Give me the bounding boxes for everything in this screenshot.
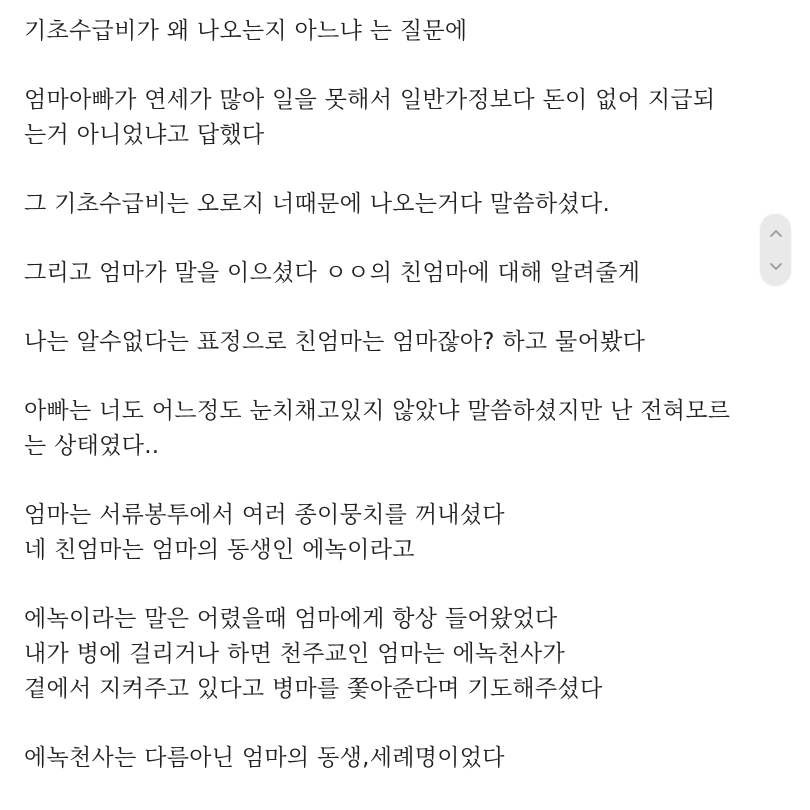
- paragraph-6: [24, 394, 794, 464]
- text-line: 는거 아니었냐고 답했다: [24, 122, 265, 148]
- text-line: 에녹이라는 말은 어렸을때 엄마에게 항상 들어왔었다: [24, 606, 558, 632]
- text-line: 곁에서 지켜주고 있다고 병마를 쫓아준다며 기도해주셨다: [24, 676, 603, 702]
- paragraph-8: [24, 602, 794, 707]
- text-line: 는 상태였다..: [24, 433, 160, 459]
- text-line: 그 기초수급비는 오로지 너때문에 나오는거다 말씀하셨다.: [24, 191, 611, 217]
- paragraph-7: [24, 498, 794, 568]
- paragraph-1: [24, 14, 794, 49]
- text-line: 네 친엄마는 엄마의 동생인 에녹이라고: [24, 537, 415, 563]
- paragraph-4: [24, 256, 794, 291]
- paragraph-9: [24, 741, 794, 776]
- post-body: [24, 14, 794, 810]
- text-line: 그리고 엄마가 말을 이으셨다 ㅇㅇ의 친엄마에 대해 알려줄게: [24, 260, 641, 286]
- text-line: 엄마아빠가 연세가 많아 일을 못해서 일반가정보다 돈이 없어 지급되: [24, 87, 716, 113]
- chevron-down-icon[interactable]: [768, 258, 784, 274]
- text-line: 나는 알수없다는 표정으로 친엄마는 엄마잖아? 하고 물어봤다: [24, 329, 646, 355]
- paragraph-2: [24, 83, 794, 153]
- text-line: 엄마는 서류봉투에서 여러 종이뭉치를 꺼내셨다: [24, 502, 505, 528]
- text-line: 아빠는 너도 어느정도 눈치채고있지 않았냐 말씀하셨지만 난 전혀모르: [24, 398, 731, 424]
- text-line: 기초수급비가 왜 나오는지 아느냐 는 질문에: [24, 18, 468, 44]
- text-line: 에녹천사는 다름아닌 엄마의 동생,세례명이었다: [24, 745, 505, 771]
- paragraph-3: [24, 187, 794, 222]
- scroll-buttons: [760, 214, 791, 286]
- chevron-up-icon[interactable]: [768, 226, 784, 242]
- text-line: 내가 병에 걸리거나 하면 천주교인 엄마는 에녹천사가: [24, 641, 566, 667]
- paragraph-5: [24, 325, 794, 360]
